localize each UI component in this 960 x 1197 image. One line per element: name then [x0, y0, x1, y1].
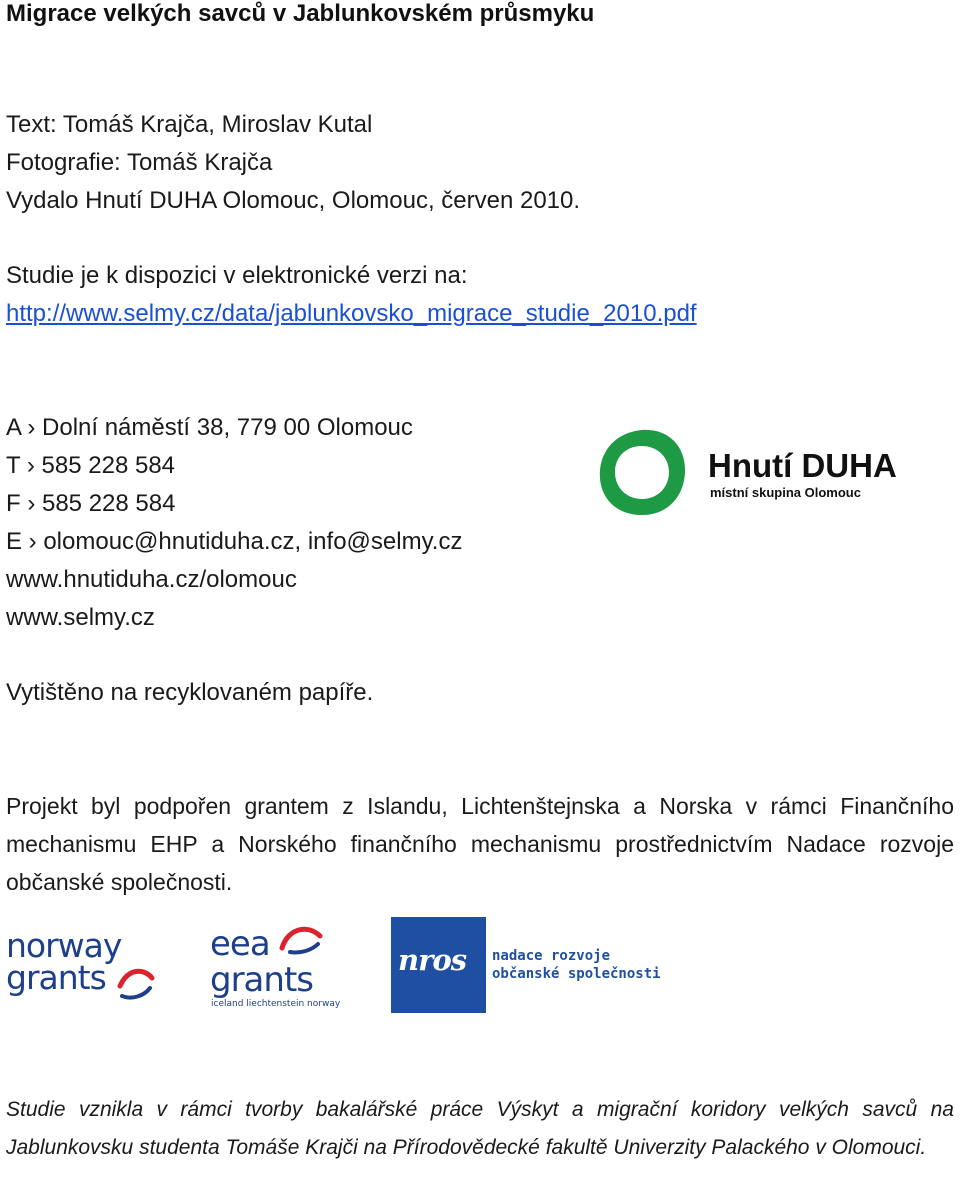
- norway-grants-swirl-icon: [116, 964, 156, 1002]
- text-credit: Text: Tomáš Krajča, Miroslav Kutal: [6, 111, 373, 138]
- eea-grants-line1: eea: [210, 924, 270, 964]
- eea-grants-swirl-icon: [278, 922, 324, 956]
- footer-note: Studie vznikla v rámci tvorby bakalářské práce Výskyt a migrační koridory velkých savců na Jablunkovsku studenta Tomáše Krajči na Přírodovědecké fakultě Univerzity Palackého v Olomouci.: [6, 1098, 954, 1159]
- photo-credit: Fotografie: Tomáš Krajča: [6, 149, 273, 176]
- nros-mark-text: nros: [398, 943, 467, 977]
- recycled-paper-note: Vytištěno na recyklovaném papíře.: [6, 679, 374, 706]
- contact-address: A › Dolní náměstí 38, 779 00 Olomouc: [6, 414, 413, 441]
- eea-grants-logo: [210, 922, 341, 1012]
- eea-grants-countries: iceland liechtenstein norway: [211, 999, 341, 1009]
- nros-mark: [391, 917, 486, 1013]
- funding-paragraph: Projekt byl podpořen grantem z Islandu, Lichtenštejnska a Norska v rámci Finančního mechanismu EHP a Norského finančního mechanismu prostřednictvím Nadace rozvoje občanské společnosti.: [6, 793, 954, 895]
- duha-ring-icon: [594, 424, 690, 520]
- study-pdf-link[interactable]: http://www.selmy.cz/data/jablunkovsko_migrace_studie_2010.pdf: [6, 300, 697, 327]
- contact-email[interactable]: E › olomouc@hnutiduha.cz, info@selmy.cz: [6, 528, 463, 555]
- contact-fax: F › 585 228 584: [6, 490, 176, 517]
- contact-phone: T › 585 228 584: [6, 452, 176, 479]
- duha-logo-subtitle: místní skupina Olomouc: [710, 485, 861, 500]
- nros-line1: nadace rozvoje: [492, 948, 611, 964]
- hnuti-duha-logo: [590, 420, 935, 524]
- publisher-credit: Vydalo Hnutí DUHA Olomouc, Olomouc, červen 2010.: [6, 187, 581, 214]
- website-selmy[interactable]: www.selmy.cz: [6, 604, 155, 631]
- page-title: Migrace velkých savců v Jablunkovském průsmyku: [6, 0, 595, 27]
- norway-grants-line2: grants: [6, 958, 106, 997]
- norway-grants-line1: norway: [6, 926, 122, 965]
- eea-grants-line2: grants: [210, 960, 313, 1000]
- norway-grants-logo: [6, 928, 156, 1010]
- availability-note: Studie je k dispozici v elektronické verzi na:: [6, 262, 468, 289]
- nros-line2: občanské společnosti: [492, 966, 661, 982]
- website-hnutiduha[interactable]: www.hnutiduha.cz/olomouc: [6, 566, 297, 593]
- nros-logo: [391, 917, 691, 1013]
- duha-logo-name: Hnutí DUHA: [708, 447, 897, 484]
